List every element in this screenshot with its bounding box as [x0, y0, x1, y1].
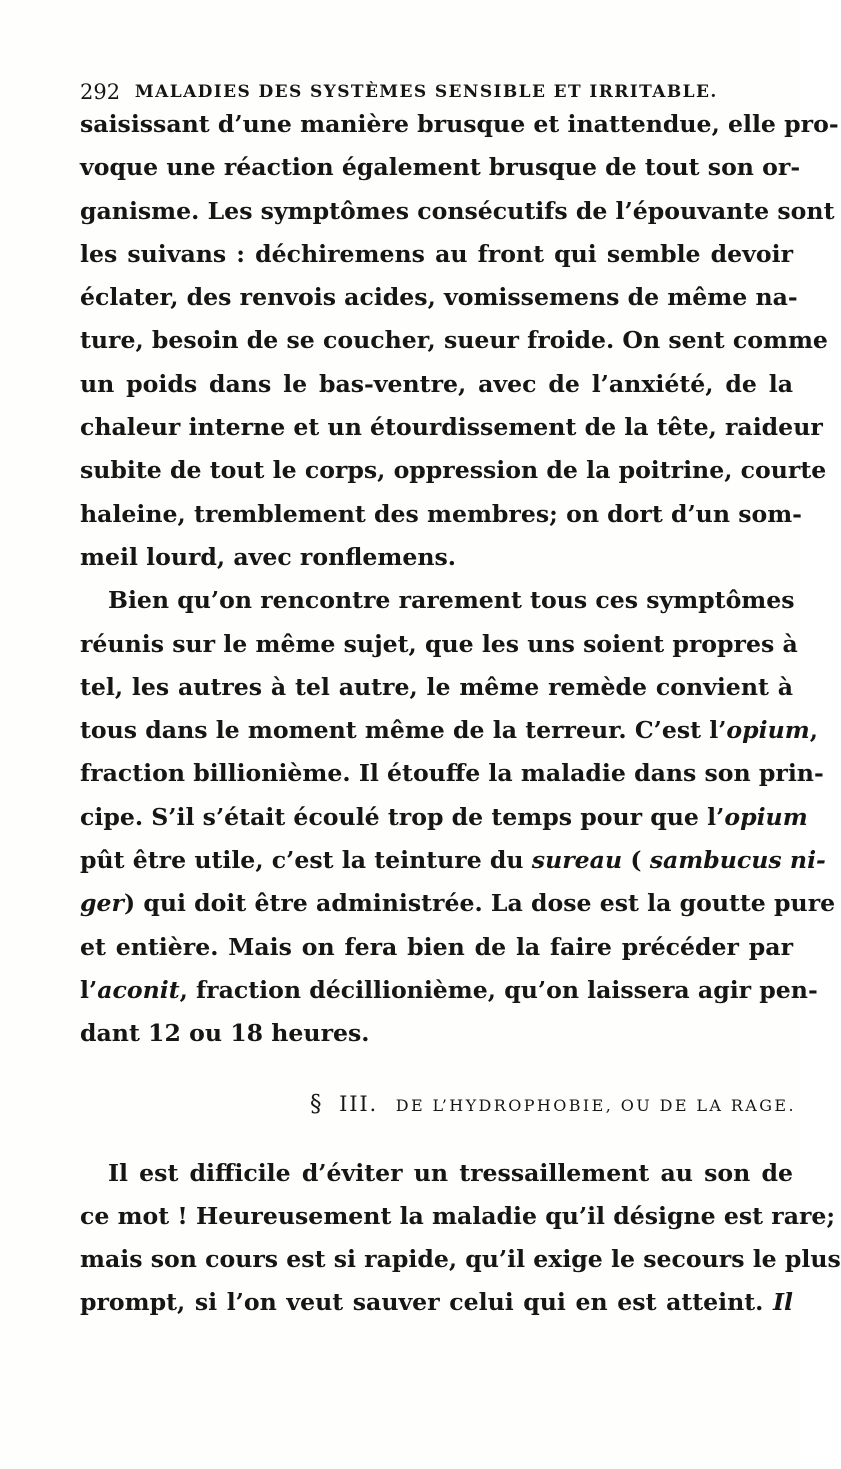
text-line: ce mot ! Heureusement la maladie qu’il désigne est rare;	[80, 1201, 836, 1230]
text-run: ) qui doit être administrée. La dose est la goutte pure	[123, 889, 836, 918]
text-line	[80, 882, 836, 925]
text-line: subite de tout le corps, oppression de la poitrine, courte	[80, 456, 827, 485]
italic-term-sambucus: sambucus ni-	[649, 846, 826, 875]
text-line	[80, 796, 808, 839]
italic-term-sureau: sureau	[531, 846, 623, 875]
running-title: MALADIES DES SYSTÈMES SENSIBLE ET IRRITABLE.	[134, 82, 718, 102]
text-line: un poids dans le bas-ventre, avec de l’anxiété, de la	[80, 369, 793, 398]
text-line: tel, les autres à tel autre, le même remède convient à	[80, 672, 793, 701]
text-line: ganisme. Les symptômes consécutifs de l’épouvante sont	[80, 196, 835, 225]
italic-term-aconit: aconit	[97, 975, 180, 1004]
italic-term-opium: opium	[726, 716, 810, 745]
text-run: cipe. S’il s’était écoulé trop de temps pour que l’	[80, 802, 725, 831]
paragraph-epouvante-symptoms	[80, 103, 839, 579]
italic-word: Il	[773, 1288, 793, 1317]
text-line: Il est difficile d’éviter un tressaillement au son de	[108, 1158, 793, 1187]
text-line: meil lourd, avec ronflemens.	[80, 542, 457, 571]
text-line	[80, 839, 826, 882]
text-run: l’	[80, 975, 98, 1004]
text-line: les suivans : déchiremens au front qui semble devoir	[80, 239, 793, 268]
text-line: fraction billionième. Il étouffe la maladie dans son prin-	[80, 759, 824, 788]
text-line	[80, 969, 818, 1012]
text-line: dant 12 ou 18 heures.	[80, 1019, 370, 1048]
text-line	[80, 1281, 793, 1324]
text-line: chaleur interne et un étourdissement de la tête, raideur	[80, 413, 823, 442]
text-line: haleine, tremblement des membres; on dort d’un som-	[80, 499, 802, 528]
text-line: voque une réaction également brusque de tout son or-	[80, 153, 801, 182]
section-heading	[80, 1056, 797, 1152]
text-run: prompt, si l’on veut sauver celui qui en est atteint.	[80, 1288, 773, 1317]
text-line: réunis sur le même sujet, que les uns soient propres à	[80, 629, 798, 658]
text-line: éclater, des renvois acides, vomissemens de même na-	[80, 283, 798, 312]
text-run: ,	[809, 716, 818, 745]
text-line: et entière. Mais on fera bien de la faire précéder par	[80, 932, 793, 961]
italic-term-opium: opium	[724, 802, 808, 831]
paragraph-remedies	[80, 579, 836, 1055]
page-number: 292	[80, 80, 121, 104]
text-line	[80, 709, 818, 752]
section-symbol: §	[310, 1090, 324, 1117]
text-run: , fraction décillionième, qu’on laissera agir pen-	[179, 975, 818, 1004]
text-run: (	[622, 846, 650, 875]
section-title: DE L’HYDROPHOBIE, OU DE LA RAGE.	[395, 1095, 797, 1115]
text-line: saisissant d’une manière brusque et inattendue, elle pro-	[80, 110, 839, 138]
text-line: ture, besoin de se coucher, sueur froide. On sent comme	[80, 326, 828, 355]
text-line: mais son cours est si rapide, qu’il exige le secours le plus	[80, 1245, 841, 1274]
text-run: pût être utile, c’est la teinture du	[80, 846, 532, 875]
text-run: tous dans le moment même de la terreur. C’est l’	[80, 716, 727, 745]
section-number: III.	[339, 1091, 378, 1116]
text-line: Bien qu’on rencontre rarement tous ces symptômes	[108, 586, 795, 615]
paragraph-hydrophobie	[80, 1152, 841, 1325]
body-text	[80, 103, 841, 1325]
italic-term-niger: ger	[80, 889, 124, 918]
